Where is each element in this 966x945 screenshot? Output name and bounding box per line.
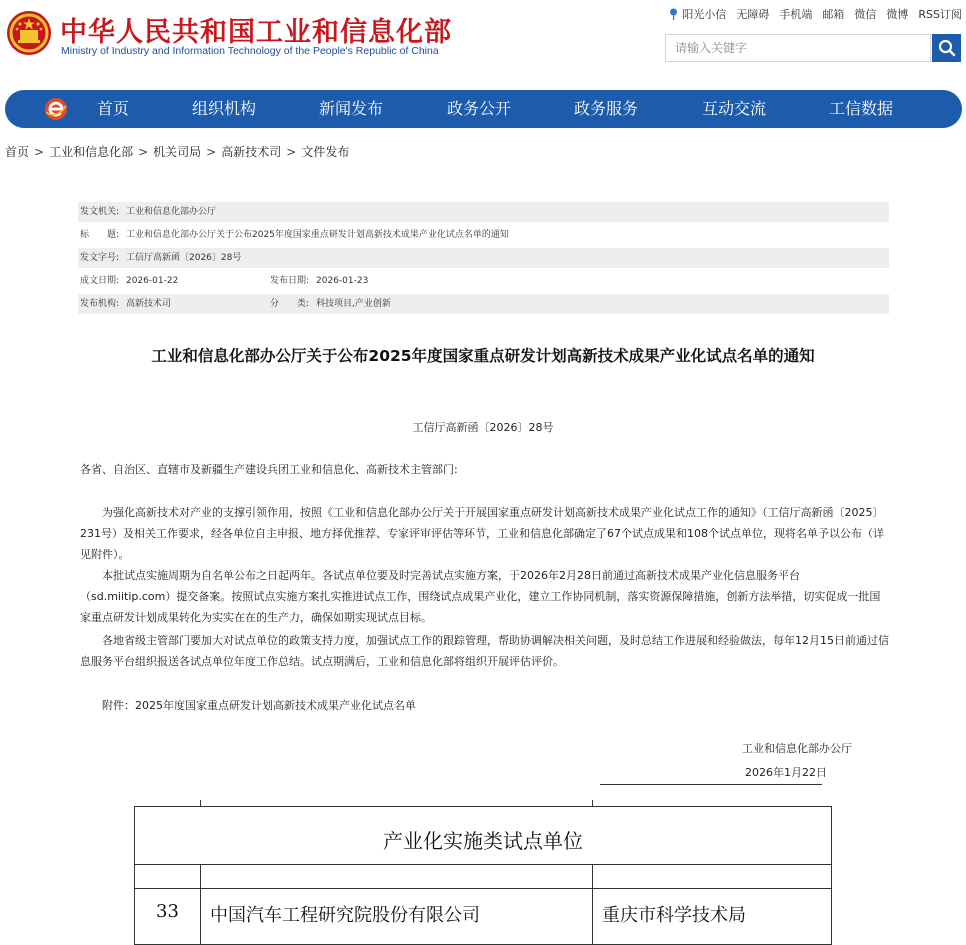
nav-item-home[interactable]: 首页 [97, 99, 130, 118]
meta-label: 发布机构: [80, 299, 120, 309]
meta-row-agency [78, 294, 889, 314]
table-border [134, 864, 832, 865]
site-subtitle: Ministry of Industry and Information Technology of the People's Republic of China [61, 45, 439, 57]
salutation: 各省、自治区、直辖市及新疆生产建设兵团工业和信息化、高新技术主管部门: [80, 463, 458, 476]
table-border [592, 800, 593, 806]
breadcrumb-separator: > [138, 145, 149, 159]
search-input[interactable] [666, 35, 930, 61]
breadcrumb-separator: > [206, 145, 217, 159]
meta-row-issuer [78, 202, 889, 222]
meta-row-dates [78, 271, 889, 291]
table-border [200, 864, 201, 945]
flower-icon [668, 8, 679, 20]
paragraph-text: 本批试点实施周期为自名单公布之日起两年。各试点单位要及时完善试点实施方案，于2026年2月28日前通过高新技术成果产业化信息服务平台（sd.miitip.com）提交备案。按照试点实施方案扎实推进试点工作，围绕试点成果产业化，建立工作协同机制，落实资源保障措施，创新方法举措，切实促成一批国家重点研发计划成果转化为实实在在的生产力，确保如期实现试点目标。 [80, 569, 881, 624]
meta-label: 成文日期: [80, 276, 120, 286]
top-link-sunshine[interactable] [668, 6, 726, 22]
breadcrumb-hightech[interactable]: 高新技术司 [221, 145, 282, 159]
top-link-accessibility[interactable]: 无障碍 [736, 8, 770, 21]
document-meta-table [78, 202, 889, 317]
top-link-label: 阳光小信 [682, 8, 727, 21]
breadcrumb-miit[interactable]: 工业和信息化部 [49, 145, 134, 159]
top-links [668, 6, 962, 22]
meta-label: 分 类: [270, 299, 310, 309]
site-header [0, 0, 966, 90]
signature-date: 2026年1月22日 [745, 766, 827, 779]
attachment-text: 附件：2025年度国家重点研发计划高新技术成果产业化试点名单 [102, 699, 416, 712]
breadcrumb-separator: > [286, 145, 297, 159]
meta-value-published: 2026-01-23 [316, 276, 369, 286]
meta-label: 发布日期: [270, 276, 310, 286]
table-cell-unit: 中国汽车工程研究院股份有限公司 [210, 905, 480, 926]
nav-item-gov-open[interactable]: 政务公开 [447, 99, 512, 118]
breadcrumb-documents[interactable]: 文件发布 [301, 145, 350, 159]
table-cell-recommender: 重庆市科学技术局 [602, 905, 746, 926]
meta-label: 发文字号: [80, 253, 120, 263]
body-paragraph [80, 630, 890, 672]
table-cell-number: 33 [156, 901, 179, 922]
top-link-wechat[interactable]: 微信 [854, 8, 877, 21]
top-link-weibo[interactable]: 微博 [886, 8, 909, 21]
meta-value-doc-number: 工信厅高新函〔2026〕28号 [126, 253, 242, 263]
attachment-link[interactable] [80, 695, 890, 716]
breadcrumb-departments[interactable]: 机关司局 [153, 145, 202, 159]
meta-row-title [78, 225, 889, 245]
document-title: 工业和信息化部办公厅关于公布2025年度国家重点研发计划高新技术成果产业化试点名单的通知 [151, 347, 815, 365]
search-button[interactable] [932, 34, 961, 62]
meta-label: 发文机关: [80, 207, 120, 217]
top-link-mobile[interactable]: 手机端 [779, 8, 813, 21]
search-box [665, 34, 931, 62]
paragraph-text: 各地省级主管部门要加大对试点单位的政策支持力度，加强试点工作的跟踪管理，帮助协调解决相关问题，及时总结工作进展和经验做法，每年12月15日前通过信息服务平台组织报送各试点单位年度工作总结。试点期满后，工业和信息化部将组织开展评估评价。 [80, 634, 889, 668]
search-icon [938, 39, 956, 57]
meta-value-category: 科技项目,产业创新 [316, 299, 391, 309]
meta-value-title: 工业和信息化部办公厅关于公布2025年度国家重点研发计划高新技术成果产业化试点名单的通知 [126, 230, 509, 240]
top-link-rss[interactable]: RSS订阅 [918, 8, 962, 21]
table-border [134, 806, 832, 807]
table-section-header: 产业化实施类试点单位 [383, 829, 583, 853]
e-gov-logo-icon[interactable] [43, 96, 69, 122]
table-border [592, 864, 593, 945]
document-number: 工信厅高新函〔2026〕28号 [412, 421, 554, 434]
top-link-mail[interactable]: 邮箱 [822, 8, 845, 21]
body-paragraph [80, 502, 890, 565]
attachment-table [134, 800, 832, 945]
table-border [200, 800, 201, 806]
paragraph-text: 为强化高新技术对产业的支撑引领作用，按照《工业和信息化部办公厅关于开展国家重点研发计划高新技术成果产业化试点工作的通知》（工信厅高新函〔2025〕231号）及相关工作要求，经各单位自主申报、地方择优推荐、专家评审评估等环节，工业和信息化部确定了67个试点成果和108个试点单位，现将名单予以公布（详见附件）。 [80, 506, 884, 561]
meta-row-doc-number [78, 248, 889, 268]
breadcrumb-home[interactable]: 首页 [5, 145, 30, 159]
meta-value-created: 2026-01-22 [126, 276, 179, 286]
table-border [134, 888, 832, 889]
divider [600, 784, 822, 785]
nav-item-news[interactable]: 新闻发布 [319, 99, 384, 118]
nav-item-organization[interactable]: 组织机构 [192, 99, 257, 118]
nav-item-data[interactable]: 工信数据 [829, 99, 894, 118]
nav-item-interaction[interactable]: 互动交流 [702, 99, 767, 118]
signature-organization: 工业和信息化部办公厅 [742, 742, 852, 755]
breadcrumb-separator: > [34, 145, 45, 159]
meta-value-agency: 高新技术司 [126, 299, 172, 309]
meta-value-issuer: 工业和信息化部办公厅 [126, 207, 217, 217]
site-title[interactable]: 中华人民共和国工业和信息化部 [60, 17, 452, 48]
nav-item-gov-service[interactable]: 政务服务 [574, 99, 639, 118]
breadcrumb [5, 143, 349, 160]
main-nav [5, 90, 962, 128]
meta-label: 标 题: [80, 230, 120, 240]
body-paragraph [80, 565, 890, 628]
national-emblem-icon[interactable] [6, 10, 52, 56]
